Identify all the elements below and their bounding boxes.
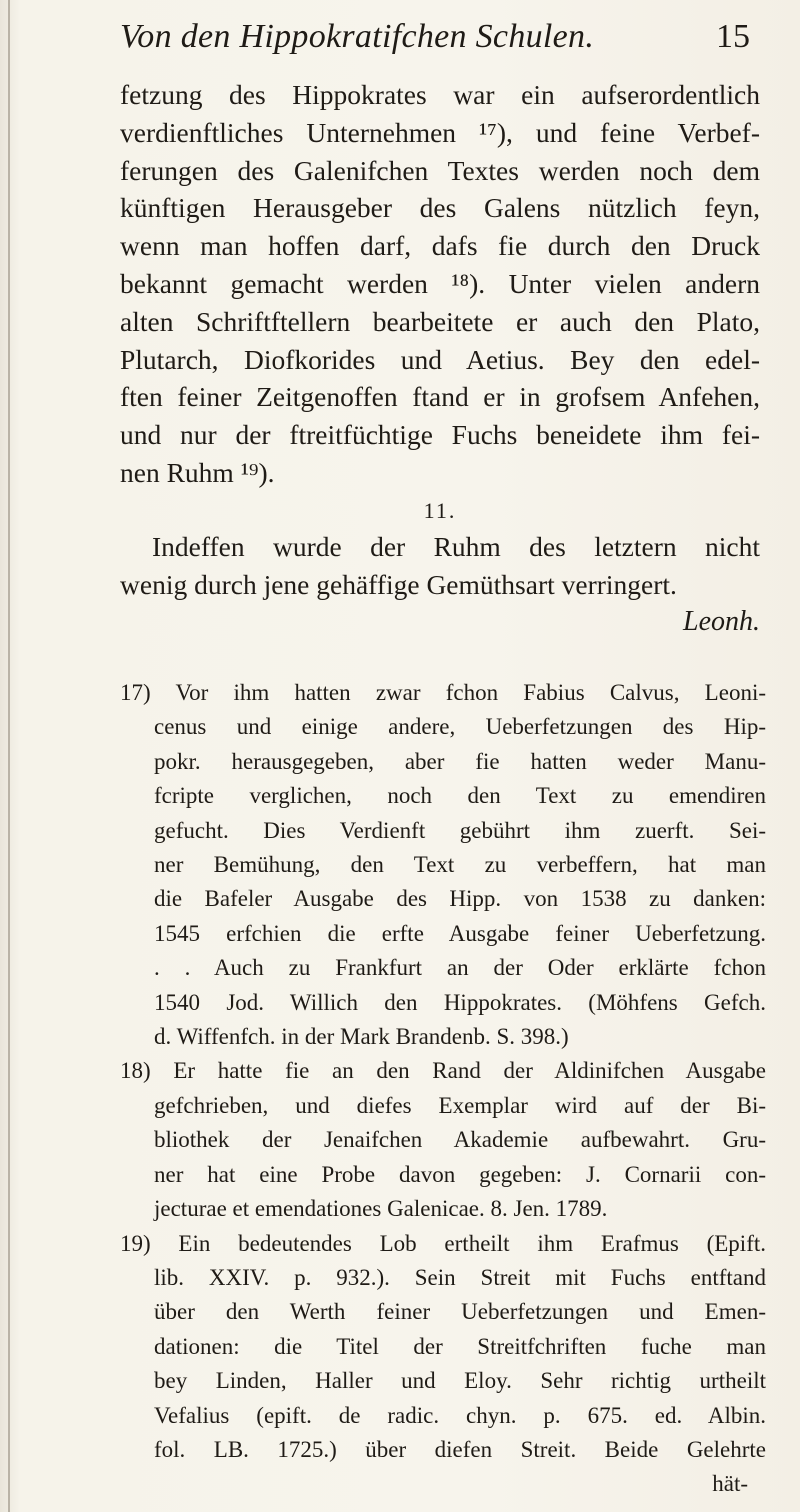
footnote-line: dationen: die Titel der Streitfchriften fuche man (154, 1333, 766, 1359)
text-line: ften feiner Zeitgenoffen ftand er in grofsem Anfehen, (120, 381, 760, 413)
footnote-line: lib. XXIV. p. 932.). Sein Streit mit Fuchs entftand (154, 1264, 766, 1290)
footnote-line: 18) Er hatte fie an den Rand der Aldinifchen Ausgabe (120, 1058, 766, 1084)
footnote-line: gefchrieben, und diefes Exemplar wird auf der Bi- (154, 1092, 766, 1118)
text-line: Plutarch, Diofkorides und Aetius. Bey den edel- (120, 343, 760, 375)
text-line: fetzung des Hippokrates war ein aufserordentlich (120, 79, 760, 110)
footnote-line: . . Auch zu Frankfurt an der Oder erklärte fchon (154, 955, 766, 981)
footnote-line: bey Linden, Haller und Eloy. Sehr richtig urtheilt (154, 1368, 766, 1394)
running-title: Von den Hippokratifchen Schulen. (120, 18, 595, 55)
text-line: wenn man hoffen darf, dafs fie durch den Druck (120, 230, 760, 262)
text-line: bekannt gemacht werden ¹⁸). Unter vielen andern (120, 267, 760, 299)
footnote-line: 17) Vor ihm hatten zwar fchon Fabius Calvus, Leoni- (120, 680, 766, 705)
footnote-line: d. Wiffenfch. in der Mark Brandenb. S. 398.) (154, 1024, 569, 1050)
text-line: nen Ruhm ¹⁹). (120, 456, 275, 488)
page-catchword: hät- (712, 1471, 748, 1497)
text-line: alten Schriftftellern bearbeitete er auch den Plato, (120, 305, 760, 337)
footnotes-block (120, 676, 766, 1502)
footnote-19 (120, 1227, 766, 1468)
footnote-line: fcripte verglichen, noch den Text zu emendiren (154, 783, 766, 809)
footnote-line: 19) Ein bedeutendes Lob ertheilt ihm Erafmus (Epift. (120, 1230, 766, 1256)
section-number: 11. (423, 497, 457, 523)
footnote-line: ner Bemühung, den Text zu verbeffern, hat man (154, 852, 766, 878)
section-text-line: Indeffen wurde der Ruhm des letztern nicht (152, 530, 760, 562)
footnote-line: pokr. herausgegeben, aber fie hatten weder Manu- (154, 748, 766, 774)
footnote-line: die Bafeler Ausgabe des Hipp. von 1538 zu danken: (154, 886, 766, 912)
footnote-line: gefucht. Dies Verdienft gebührt ihm zuerft. Sei- (154, 817, 766, 843)
main-text-block (120, 76, 760, 641)
text-line: ferungen des Galenifchen Textes werden noch dem (120, 154, 760, 186)
page-header (120, 18, 750, 64)
page-number: 15 (716, 18, 750, 55)
footnote-line: ner hat eine Probe davon gegeben: J. Cornarii con- (154, 1161, 766, 1187)
footnote-line: über den Werth feiner Ueberfetzungen und Emen- (154, 1299, 766, 1325)
footnote-line: bliothek der Jenaifchen Akademie aufbewahrt. Gru- (154, 1127, 766, 1153)
text-line: künftigen Herausgeber des Galens nützlich feyn, (120, 192, 760, 224)
section-text-line: wenig durch jene gehäffige Gemüthsart verringert. (120, 568, 677, 600)
page-gutter-edge (8, 0, 10, 1512)
text-line: verdienftliches Unternehmen ¹⁷), und feine Verbef- (120, 116, 760, 148)
footnote-18 (120, 1054, 766, 1226)
text-line: und nur der ftreitfüchtige Fuchs beneidete ihm fei- (120, 419, 760, 451)
footnote-17 (120, 676, 766, 1054)
footnote-line: cenus und einige andere, Ueberfetzungen des Hip- (154, 714, 766, 740)
footnote-line: fol. LB. 1725.) über diefen Streit. Beide Gelehrte (154, 1436, 766, 1462)
signature-catchword: Leonh. (683, 606, 760, 638)
footnote-line: 1540 Jod. Willich den Hippokrates. (Möhfens Gefch. (154, 989, 766, 1015)
footnote-line: 1545 erfchien die erfte Ausgabe feiner Ueberfetzung. (154, 920, 766, 946)
footnote-line: jecturae et emendationes Galenicae. 8. Jen. 1789. (154, 1196, 608, 1222)
footnote-line: Vefalius (epift. de radic. chyn. p. 675. ed. Albin. (154, 1402, 766, 1428)
